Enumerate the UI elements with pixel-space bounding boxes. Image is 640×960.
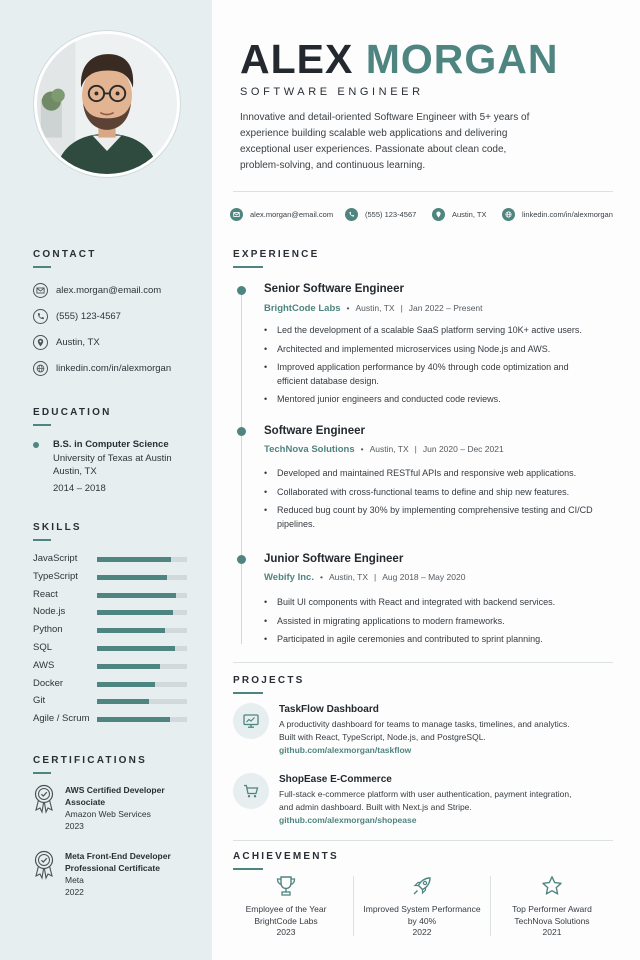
achievement-year: 2023 <box>276 927 296 937</box>
job-bullets <box>264 467 599 536</box>
achievement-item <box>227 874 345 939</box>
job-company: TechNova Solutions <box>264 444 355 455</box>
contact-bar-location-text: Austin, TX <box>452 209 487 219</box>
meta-separator: • <box>319 572 323 582</box>
job-title: Senior Software Engineer <box>264 283 404 295</box>
trophy-icon <box>274 874 298 898</box>
job-title: Software Engineer <box>264 425 365 437</box>
achievement-detail: TechNova Solutions <box>514 915 590 926</box>
star-icon <box>540 874 564 898</box>
award-badge-icon <box>33 784 55 814</box>
skill-level-fill <box>97 699 149 704</box>
skill-level-fill <box>97 682 155 687</box>
skills-heading-rule <box>33 539 51 541</box>
skill-level-bar <box>97 717 187 722</box>
sidebar-location-text: Austin, TX <box>56 336 100 348</box>
sidebar-linkedin-text: linkedin.com/in/alexmorgan <box>56 362 172 374</box>
skill-row <box>33 713 193 725</box>
skill-row <box>33 624 193 636</box>
envelope-icon <box>33 283 48 298</box>
achievement-separator <box>490 876 491 936</box>
skill-name: JavaScript <box>33 553 78 564</box>
shopping-cart-icon <box>233 773 269 809</box>
skill-row <box>33 606 193 618</box>
skill-row <box>33 589 193 601</box>
skill-row <box>33 695 193 707</box>
job-dates: Jan 2022 – Present <box>408 303 483 313</box>
skill-level-bar <box>97 699 187 704</box>
skill-level-fill <box>97 593 176 598</box>
achievement-title: Improved System Performance <box>363 904 481 914</box>
skill-name: AWS <box>33 659 55 671</box>
job-title: Junior Software Engineer <box>264 553 404 565</box>
certification-year: 2023 <box>65 821 84 831</box>
skill-level-bar <box>97 575 187 580</box>
sidebar-contact-location <box>33 334 100 350</box>
project-title: TaskFlow Dashboard <box>279 704 379 715</box>
job-dates: Jun 2020 – Dec 2021 <box>422 444 504 454</box>
job-role: SOFTWARE ENGINEER <box>240 86 424 98</box>
divider <box>233 662 613 663</box>
contact-bar-email-text: alex.morgan@email.com <box>250 209 334 219</box>
project-description: Full-stack e-commerce platform with user authentication, payment integration, and admin dashboard. Built with Next.js and Stripe. <box>279 789 572 812</box>
project-title: ShopEase E-Commerce <box>279 774 392 785</box>
rocket-icon <box>410 874 434 898</box>
education-degree: B.S. in Computer Science <box>53 439 169 450</box>
skill-level-bar <box>97 557 187 562</box>
divider <box>233 840 613 841</box>
achievement-separator <box>353 876 354 936</box>
meta-separator: • <box>346 303 350 313</box>
certification-issuer: Meta <box>65 875 84 885</box>
skill-level-bar <box>97 682 187 687</box>
achievements-heading-rule <box>233 868 263 870</box>
skill-row <box>33 571 193 583</box>
skill-level-fill <box>97 557 171 562</box>
contact-bar-linkedin-text: linkedin.com/in/alexmorgan <box>522 209 613 219</box>
certification-title: AWS Certified Developer <box>65 785 165 795</box>
location-pin-icon <box>432 208 445 221</box>
skill-level-bar <box>97 628 187 633</box>
contact-heading-rule <box>33 266 51 268</box>
skill-row <box>33 660 193 672</box>
skill-name: Node.js <box>33 606 66 618</box>
job-location: Austin, TX <box>355 303 395 313</box>
certification-year: 2022 <box>65 887 84 897</box>
project-link[interactable]: github.com/alexmorgan/taskflow <box>279 745 412 755</box>
job-bullets <box>264 596 599 652</box>
job-location: Austin, TX <box>369 444 409 454</box>
job-bullet: • Led the development of a scalable SaaS platform serving 10K+ active users. <box>264 324 599 338</box>
projects-heading: PROJECTS <box>233 675 305 686</box>
location-pin-icon <box>33 335 48 350</box>
skill-name: Python <box>33 624 63 636</box>
job-bullet: • Built UI components with React and integrated with backend services. <box>264 596 599 610</box>
skill-level-fill <box>97 628 165 633</box>
contact-heading: CONTACT <box>33 249 97 260</box>
contact-bar-email[interactable] <box>230 207 333 221</box>
skill-row <box>33 678 193 690</box>
award-badge-icon <box>33 850 55 880</box>
experience-heading-rule <box>233 266 263 268</box>
skill-row <box>33 642 193 654</box>
meta-separator: | <box>414 444 417 454</box>
profile-summary: Innovative and detail-oriented Software Engineer with 5+ years of experience building scalable web applications and delivering exceptional user experiences. Passionate about clean code, problem-solving, and continuous learning. <box>240 112 530 171</box>
skill-level-fill <box>97 575 167 580</box>
certification-issuer: Amazon Web Services <box>65 809 151 819</box>
job-bullet: • Mentored junior engineers and conducted code reviews. <box>264 393 599 407</box>
skill-name: SQL <box>33 642 53 653</box>
education-school: University of Texas at Austin <box>53 452 172 464</box>
contact-bar-location <box>432 207 486 221</box>
skill-level-fill <box>97 610 173 615</box>
chart-monitor-icon <box>233 703 269 739</box>
sidebar-contact-email[interactable] <box>33 282 161 298</box>
education-entry <box>33 438 208 495</box>
phone-icon <box>33 309 48 324</box>
meta-separator: | <box>400 303 403 313</box>
first-name: ALEX <box>240 36 354 82</box>
job-meta <box>264 572 465 583</box>
achievement-item <box>363 874 481 939</box>
education-dot <box>33 442 39 448</box>
project-link[interactable]: github.com/alexmorgan/shopease <box>279 815 417 825</box>
phone-icon <box>345 208 358 221</box>
skill-row <box>33 553 193 565</box>
education-heading-rule <box>33 424 51 426</box>
job-company: BrightCode Labs <box>264 303 341 314</box>
job-bullet: • Collaborated with cross-functional teams to define and ship new features. <box>264 486 599 500</box>
projects-heading-rule <box>233 692 263 694</box>
job-bullet: • Participated in agile ceremonies and contributed to sprint planning. <box>264 633 599 647</box>
certification-title: Meta Front-End Developer <box>65 851 171 861</box>
meta-separator: | <box>374 572 377 582</box>
job-bullets <box>264 324 599 412</box>
skill-level-bar <box>97 593 187 598</box>
skill-name: Agile / Scrum <box>33 713 90 725</box>
achievement-detail: by 40% <box>407 915 437 926</box>
certifications-heading-rule <box>33 772 51 774</box>
achievement-item <box>493 874 611 939</box>
last-name: MORGAN <box>365 36 559 82</box>
sidebar-contact-phone[interactable] <box>33 308 121 324</box>
education-heading: EDUCATION <box>33 407 112 418</box>
envelope-icon <box>230 208 243 221</box>
job-meta <box>264 444 504 455</box>
project-description: A productivity dashboard for teams to manage tasks, timelines, and analytics. Built with React, TypeScript, Node.js, and PostgreSQL. <box>279 719 570 742</box>
achievement-title: Employee of the Year <box>245 904 327 914</box>
job-location: Austin, TX <box>328 572 369 582</box>
divider <box>233 191 613 192</box>
achievement-detail: BrightCode Labs <box>254 915 318 926</box>
skill-level-bar <box>97 664 187 669</box>
skill-name: Git <box>33 695 46 707</box>
skill-level-fill <box>97 717 170 722</box>
skill-level-fill <box>97 646 175 651</box>
experience-heading: EXPERIENCE <box>233 249 320 260</box>
job-bullet: • Assisted in migrating applications to modern frameworks. <box>264 615 599 629</box>
job-meta <box>264 303 483 314</box>
profile-photo <box>34 31 180 177</box>
sidebar-phone-text: (555) 123-4567 <box>56 310 121 322</box>
achievement-title: Top Performer Award <box>512 904 592 914</box>
achievement-year: 2021 <box>542 927 562 937</box>
timeline-dot <box>237 286 246 295</box>
skills-heading: SKILLS <box>33 522 82 533</box>
education-years: 2014 – 2018 <box>53 482 106 494</box>
contact-bar-phone[interactable] <box>345 207 416 221</box>
job-dates: Aug 2018 – May 2020 <box>382 572 466 582</box>
meta-separator: • <box>360 444 364 454</box>
certification-title-cont: Professional Certificate <box>65 863 160 873</box>
timeline-dot <box>237 427 246 436</box>
sidebar-email-text: alex.morgan@email.com <box>56 284 162 296</box>
skill-level-fill <box>97 664 160 669</box>
achievement-year: 2022 <box>412 927 432 937</box>
skill-level-bar <box>97 646 187 651</box>
job-bullet: • Reduced bug count by 30% by implementing comprehensive testing and CI/CD pipelines. <box>264 504 599 531</box>
skill-level-bar <box>97 610 187 615</box>
sidebar-contact-linkedin[interactable] <box>33 360 171 376</box>
experience-timeline <box>241 290 242 644</box>
skill-name: TypeScript <box>33 570 78 582</box>
job-bullet: • Developed and maintained RESTful APIs and responsive web applications. <box>264 467 599 481</box>
contact-bar-phone-text: (555) 123-4567 <box>365 209 417 219</box>
full-name <box>240 36 559 82</box>
job-bullet: • Architected and implemented microservices using Node.js and AWS. <box>264 343 599 357</box>
job-company: Webify Inc. <box>264 572 314 583</box>
achievements-heading: ACHIEVEMENTS <box>233 851 339 862</box>
job-bullet: • Improved application performance by 40% through code optimization and efficient database design. <box>264 361 599 388</box>
contact-bar-linkedin[interactable] <box>502 207 613 221</box>
certifications-heading: CERTIFICATIONS <box>33 755 147 766</box>
certification-title-cont: Associate <box>65 797 106 807</box>
education-city: Austin, TX <box>53 466 97 477</box>
skill-name: Docker <box>33 677 64 689</box>
globe-icon <box>502 208 515 221</box>
timeline-dot <box>237 555 246 564</box>
skill-name: React <box>33 588 58 600</box>
globe-icon <box>33 361 48 376</box>
